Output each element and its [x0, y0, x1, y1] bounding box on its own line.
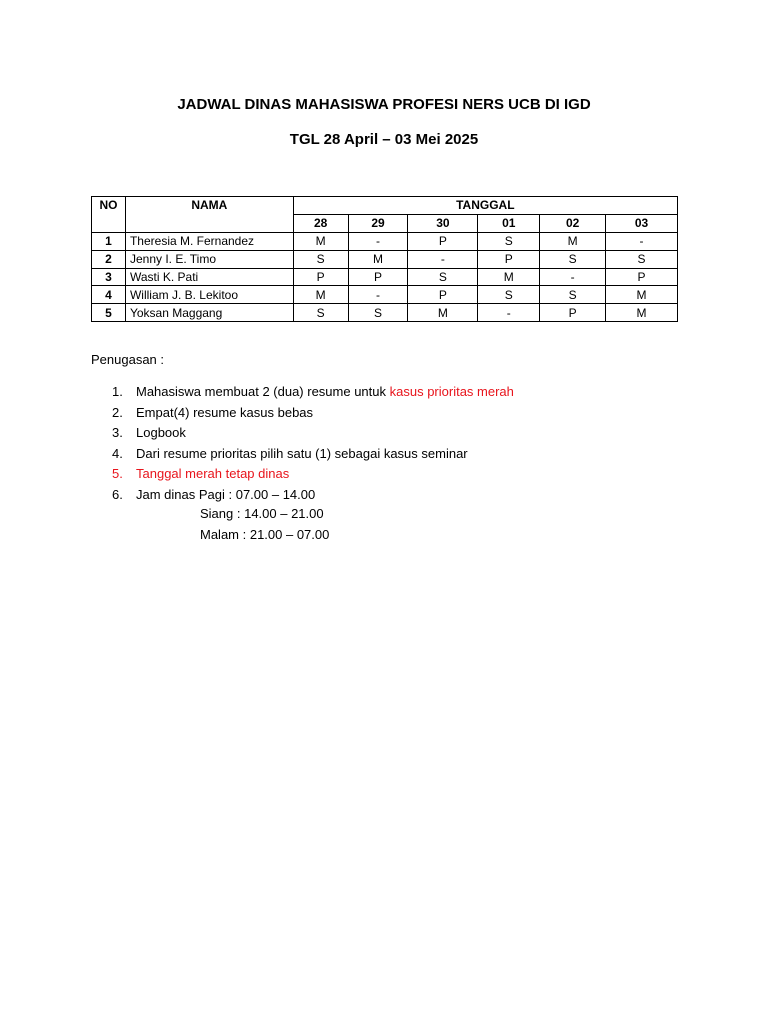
- table-row: [92, 286, 678, 304]
- shift-cell: M: [293, 286, 348, 304]
- list-item: [112, 404, 514, 425]
- shift-cell: S: [293, 304, 348, 322]
- document-title: JADWAL DINAS MAHASISWA PROFESI NERS UCB DI IGD: [177, 96, 591, 113]
- list-item-text: Empat(4) resume kasus bebas: [136, 404, 314, 420]
- shift-cell: P: [293, 268, 348, 286]
- table-header-row: [92, 197, 678, 215]
- shift-cell: M: [606, 286, 678, 304]
- list-item-number: 1.: [112, 384, 123, 399]
- shift-cell: M: [408, 304, 478, 322]
- shift-cell: M: [348, 250, 408, 268]
- document-subtitle: TGL 28 April – 03 Mei 2025: [289, 131, 479, 148]
- shift-cell: -: [348, 286, 408, 304]
- list-item: [112, 465, 514, 486]
- row-no: 1: [92, 232, 126, 250]
- header-date: 02: [540, 214, 606, 232]
- row-name: Wasti K. Pati: [125, 268, 293, 286]
- assignment-list: [112, 383, 514, 506]
- row-name: Theresia M. Fernandez: [125, 232, 293, 250]
- shift-cell: M: [478, 268, 540, 286]
- list-item-text: Tanggal merah tetap dinas: [136, 466, 290, 481]
- header-date: 03: [606, 214, 678, 232]
- shift-cell: S: [348, 304, 408, 322]
- shift-cell: S: [478, 232, 540, 250]
- list-item: [112, 486, 514, 507]
- header-date: 29: [348, 214, 408, 232]
- shift-cell: M: [540, 232, 606, 250]
- row-name: Yoksan Maggang: [125, 304, 293, 322]
- row-no: 4: [92, 286, 126, 304]
- shift-cell: S: [606, 250, 678, 268]
- list-item-number: 5.: [112, 466, 123, 481]
- hours-siang: Siang : 14.00 – 21.00: [200, 506, 324, 521]
- table-row: [92, 268, 678, 286]
- list-item-highlight: kasus prioritas merah: [389, 384, 514, 399]
- row-no: 3: [92, 268, 126, 286]
- header-no: NO: [92, 197, 126, 233]
- shift-cell: P: [540, 304, 606, 322]
- schedule-table: [91, 196, 678, 322]
- header-date-group: TANGGAL: [293, 197, 677, 215]
- list-item: [112, 424, 514, 445]
- list-item-number: 3.: [112, 425, 123, 440]
- shift-cell: P: [408, 286, 478, 304]
- shift-cell: S: [478, 286, 540, 304]
- list-item-number: 6.: [112, 486, 123, 502]
- shift-cell: M: [606, 304, 678, 322]
- shift-cell: S: [408, 268, 478, 286]
- list-item: [112, 445, 514, 466]
- shift-cell: P: [478, 250, 540, 268]
- list-item: [112, 383, 514, 404]
- shift-cell: -: [606, 232, 678, 250]
- shift-cell: P: [348, 268, 408, 286]
- header-name: NAMA: [125, 197, 293, 233]
- shift-cell: S: [540, 286, 606, 304]
- hours-malam: Malam : 21.00 – 07.00: [200, 527, 330, 542]
- table-row: [92, 250, 678, 268]
- shift-cell: P: [606, 268, 678, 286]
- shift-cell: P: [408, 232, 478, 250]
- list-item-text: Dari resume prioritas pilih satu (1) sebagai kasus seminar: [136, 445, 468, 461]
- header-date: 28: [293, 214, 348, 232]
- shift-cell: -: [540, 268, 606, 286]
- shift-cell: -: [408, 250, 478, 268]
- shift-cell: S: [293, 250, 348, 268]
- list-item-text: Logbook: [136, 425, 186, 440]
- shift-cell: -: [348, 232, 408, 250]
- header-date: 30: [408, 214, 478, 232]
- shift-cell: -: [478, 304, 540, 322]
- table-row: [92, 304, 678, 322]
- row-name: William J. B. Lekitoo: [125, 286, 293, 304]
- list-item-number: 2.: [112, 404, 123, 420]
- row-no: 2: [92, 250, 126, 268]
- row-no: 5: [92, 304, 126, 322]
- list-item-text: Jam dinas Pagi : 07.00 – 14.00: [136, 486, 316, 502]
- list-item-text: Mahasiswa membuat 2 (dua) resume untuk: [136, 384, 390, 399]
- shift-cell: M: [293, 232, 348, 250]
- assignment-heading: Penugasan :: [91, 352, 165, 367]
- header-date: 01: [478, 214, 540, 232]
- list-item-number: 4.: [112, 445, 123, 461]
- table-row: [92, 232, 678, 250]
- shift-cell: S: [540, 250, 606, 268]
- row-name: Jenny I. E. Timo: [125, 250, 293, 268]
